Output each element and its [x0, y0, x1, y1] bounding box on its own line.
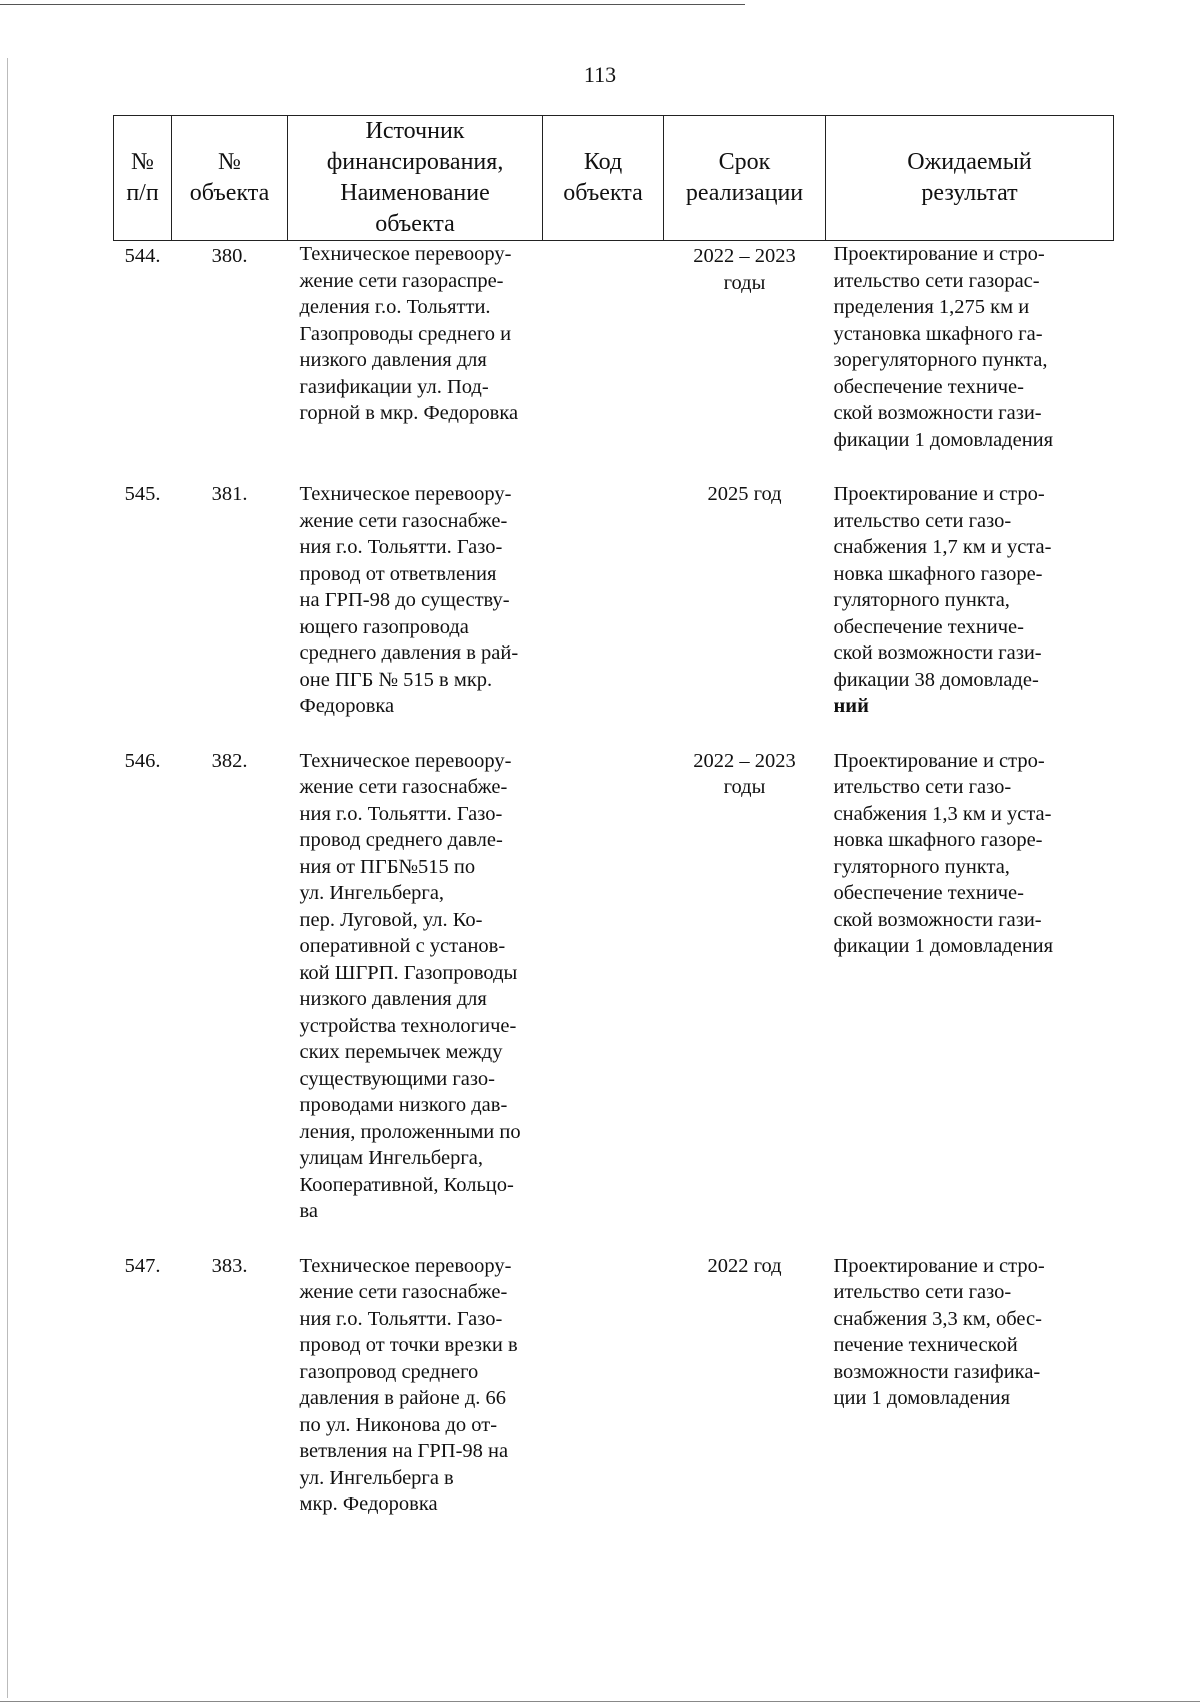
- financing-source-line: на ГРП-98 до существу-: [299, 589, 510, 611]
- financing-source-line: кой ШГРП. Газопроводы: [299, 961, 518, 984]
- table-row: [114, 241, 1114, 482]
- header-line: №: [131, 149, 154, 175]
- expected-result-line: снабжения 1,7 км и уста-: [833, 536, 1052, 558]
- object-code: [543, 481, 664, 748]
- implementation-term-line: 2022 – 2023: [693, 749, 796, 772]
- header-line: результат: [921, 180, 1018, 206]
- financing-source-line: ния от ПГБ№515 по: [299, 855, 476, 878]
- expected-result-line: ской возможности гази-: [833, 908, 1042, 931]
- table-body: [114, 241, 1114, 1546]
- scan-edge-line: [0, 1701, 1200, 1702]
- financing-source: [288, 748, 543, 1253]
- financing-source-line: давления в районе д. 66: [299, 1387, 507, 1409]
- financing-source-line: оне ПГБ № 515 в мкр.: [299, 668, 493, 691]
- implementation-term: [664, 1253, 826, 1546]
- row-number: 546.: [124, 749, 161, 772]
- table-row: [114, 481, 1114, 748]
- financing-source-line: мкр. Федоровка: [299, 1493, 438, 1515]
- expected-result-line: ской возможности гази-: [833, 402, 1042, 424]
- scan-edge-line: [0, 4, 745, 5]
- financing-source-line: газопровод среднего: [299, 1360, 479, 1383]
- financing-source-line: жение сети газоснабже-: [299, 509, 508, 532]
- financing-source-line: низкого давления для: [299, 349, 487, 371]
- header-line: Срок: [718, 149, 771, 175]
- financing-source-line: деления г.о. Тольятти.: [299, 296, 491, 318]
- expected-result: [826, 481, 1114, 748]
- header-result: [826, 116, 1114, 241]
- expected-result-line: снабжения 3,3 км, обес-: [833, 1307, 1042, 1330]
- header-source: [288, 116, 543, 241]
- page-number: 113: [583, 62, 617, 87]
- financing-source-line: устройства технологиче-: [299, 1014, 517, 1037]
- expected-result-line: пределения 1,275 км и: [833, 296, 1030, 318]
- financing-source-line: по ул. Никонова до от-: [299, 1413, 498, 1436]
- financing-source: [288, 241, 543, 482]
- implementation-term: [664, 481, 826, 748]
- object-code: [543, 748, 664, 1253]
- expected-result: [826, 748, 1114, 1253]
- header-line: Наименование: [340, 180, 490, 206]
- header-line: п/п: [126, 180, 159, 206]
- row-number: 544.: [124, 245, 161, 267]
- financing-source-line: Федоровка: [299, 695, 395, 717]
- expected-result-line: установка шкафного га-: [833, 322, 1043, 345]
- expected-result: [826, 1253, 1114, 1546]
- expected-result-line: фикации 1 домовладения: [833, 935, 1054, 957]
- financing-source-line: провод среднего давле-: [299, 829, 503, 851]
- financing-source-line: ющего газопровода: [299, 615, 469, 638]
- scan-edge-line: [7, 58, 8, 1698]
- object-number: 380.: [211, 245, 248, 267]
- implementation-term: [664, 748, 826, 1253]
- expected-result: [826, 241, 1114, 482]
- financing-source-line: существующими газо-: [299, 1067, 495, 1090]
- financing-source-line: проводами низкого дав-: [299, 1094, 508, 1116]
- implementation-term-line: 2025 год: [707, 483, 782, 505]
- expected-result-line: ительство сети газорас-: [833, 269, 1040, 292]
- object-code: [543, 241, 664, 482]
- row-number: 547.: [124, 1254, 161, 1277]
- header-line: Ожидаемый: [907, 149, 1032, 175]
- header-line: объекта: [563, 180, 643, 206]
- header-line: Источник: [365, 118, 465, 144]
- financing-source-line: провод от точки врезки в: [299, 1334, 518, 1356]
- financing-source-line: ских перемычек между: [299, 1041, 503, 1063]
- implementation-term-line: 2022 год: [707, 1254, 782, 1277]
- table-row: [114, 748, 1114, 1253]
- expected-result-line: Проектирование и стро-: [833, 483, 1045, 505]
- financing-source-line: газификации ул. Под-: [299, 375, 489, 398]
- object-code: [543, 1253, 664, 1546]
- financing-source-line: Газопроводы среднего и: [299, 322, 512, 345]
- expected-result-line: снабжения 1,3 км и уста-: [833, 802, 1052, 825]
- expected-result-line: ской возможности гази-: [833, 642, 1042, 664]
- expected-result-line: ний: [833, 695, 869, 717]
- financing-source-line: улицам Ингельберга,: [299, 1147, 483, 1169]
- financing-source-line: Техническое перевоору-: [299, 483, 512, 505]
- object-number: 382.: [211, 749, 248, 772]
- financing-source-line: жение сети газоснабже-: [299, 1281, 508, 1303]
- financing-source-line: Техническое перевоору-: [299, 1254, 512, 1277]
- object-number: 383.: [211, 1254, 248, 1277]
- expected-result-line: новка шкафного газоре-: [833, 829, 1043, 851]
- expected-result-line: ительство сети газо-: [833, 1281, 1012, 1303]
- expected-result-line: обеспечение техниче-: [833, 882, 1024, 904]
- financing-source: [288, 1253, 543, 1546]
- header-line: объекта: [375, 211, 455, 237]
- expected-result-line: обеспечение техниче-: [833, 615, 1024, 638]
- implementation-term-line: годы: [723, 271, 766, 294]
- financing-source-line: ния г.о. Тольятти. Газо-: [299, 1307, 503, 1330]
- financing-source-line: ния г.о. Тольятти. Газо-: [299, 802, 503, 825]
- financing-source-line: ул. Ингельберга в: [299, 1466, 454, 1489]
- financing-source-line: провод от ответвления: [299, 562, 497, 585]
- implementation-term: [664, 241, 826, 482]
- header-line: Код: [583, 149, 623, 175]
- financing-source-line: низкого давления для: [299, 988, 487, 1010]
- financing-source-line: ления, проложенными по: [299, 1120, 521, 1143]
- expected-result-line: печение технической: [833, 1334, 1018, 1356]
- object-number: 381.: [211, 483, 248, 505]
- row-number: 545.: [124, 483, 161, 505]
- financing-source-line: жение сети газораспре-: [299, 269, 504, 292]
- expected-result-line: Проектирование и стро-: [833, 243, 1045, 265]
- financing-source-line: жение сети газоснабже-: [299, 776, 508, 798]
- financing-source-line: среднего давления в рай-: [299, 642, 519, 664]
- expected-result-line: ции 1 домовладения: [833, 1387, 1011, 1409]
- expected-result-line: гуляторного пункта,: [833, 589, 1010, 611]
- expected-result-line: Проектирование и стро-: [833, 749, 1045, 772]
- projects-table: [113, 115, 1114, 1546]
- header-term: [664, 116, 826, 241]
- expected-result-line: обеспечение техниче-: [833, 375, 1024, 398]
- financing-source-line: Кооперативной, Кольцо-: [299, 1173, 514, 1196]
- expected-result-line: зорегуляторного пункта,: [833, 349, 1048, 371]
- expected-result-line: возможности газифика-: [833, 1360, 1041, 1383]
- financing-source-line: ветвления на ГРП-98 на: [299, 1440, 509, 1462]
- header-line: реализации: [685, 180, 804, 206]
- header-code: [543, 116, 664, 241]
- expected-result-line: фикации 38 домовладе-: [833, 668, 1039, 691]
- expected-result-line: новка шкафного газоре-: [833, 562, 1043, 585]
- header-line: объекта: [189, 180, 270, 206]
- financing-source-line: горной в мкр. Федоровка: [299, 402, 519, 424]
- expected-result-line: Проектирование и стро-: [833, 1254, 1045, 1277]
- header-line: финансирования,: [326, 149, 504, 175]
- financing-source-line: ния г.о. Тольятти. Газо-: [299, 536, 503, 558]
- header-num: [114, 116, 172, 241]
- expected-result-line: гуляторного пункта,: [833, 855, 1010, 878]
- table-header: [114, 116, 1114, 241]
- implementation-term-line: годы: [723, 776, 766, 798]
- financing-source-line: пер. Луговой, ул. Ко-: [299, 908, 483, 931]
- financing-source-line: ва: [299, 1200, 319, 1222]
- expected-result-line: ительство сети газо-: [833, 776, 1012, 798]
- financing-source-line: Техническое перевоору-: [299, 749, 512, 772]
- financing-source-line: Техническое перевоору-: [299, 243, 512, 265]
- implementation-term-line: 2022 – 2023: [693, 245, 796, 267]
- expected-result-line: ительство сети газо-: [833, 509, 1012, 532]
- financing-source-line: оперативной с установ-: [299, 935, 506, 957]
- table-row: [114, 1253, 1114, 1546]
- expected-result-line: фикации 1 домовладения: [833, 428, 1054, 451]
- header-object-num: [172, 116, 288, 241]
- financing-source-line: ул. Ингельберга,: [299, 882, 445, 904]
- financing-source: [288, 481, 543, 748]
- header-line: №: [218, 149, 241, 175]
